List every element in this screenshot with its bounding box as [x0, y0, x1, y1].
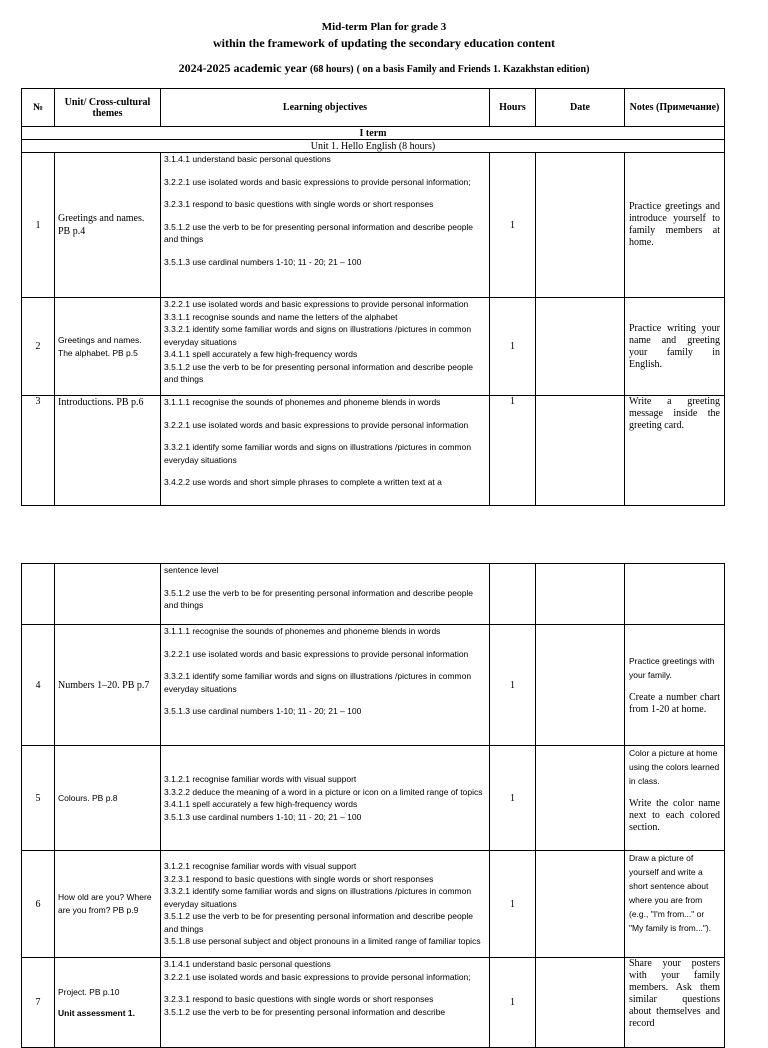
objective-item: 3.2.2.1 use isolated words and basic expressions to provide personal information — [164, 419, 469, 430]
objective-item: 3.5.1.2 use the verb to be for presenting personal information and describe people and things — [164, 361, 474, 384]
objective-item: 3.1.1.1 recognise the sounds of phonemes and phoneme blends in words — [164, 397, 441, 407]
objective-item: 3.2.3.1 respond to basic questions with single words or short responses — [164, 199, 434, 209]
lesson-theme: Colours. PB p.8 — [55, 746, 161, 851]
table-row — [22, 851, 725, 958]
objective-item: 3.2.3.1 respond to basic questions with single words or short responses — [164, 873, 434, 884]
academic-year: 2024-2025 academic year — [178, 61, 307, 75]
lesson-theme-title: Project. PB p.10 — [58, 986, 120, 997]
objective-item: 3.1.4.1 understand basic personal questions — [164, 959, 331, 969]
table-row — [22, 746, 725, 851]
lesson-notes: Practice greetings and introduce yourself to family members at home. — [625, 153, 725, 298]
lesson-number: 3 — [22, 396, 55, 506]
table-row — [22, 298, 725, 396]
objective-item: 3.2.2.1 use isolated words and basic expressions to provide personal information — [164, 299, 469, 309]
learning-objectives — [161, 396, 490, 506]
textbook-basis: ( on a basis Family and Friends 1. Kazakhstan edition) — [356, 64, 590, 75]
lesson-date — [536, 298, 625, 396]
academic-year-line — [0, 61, 768, 76]
learning-objectives — [161, 564, 490, 625]
table-row — [22, 396, 725, 506]
plan-table-page2 — [21, 563, 725, 1048]
objective-item: 3.2.3.1 respond to basic questions with single words or short responses — [164, 994, 434, 1004]
lesson-theme: Greetings and names. PB p.4 — [55, 153, 161, 298]
objective-item: 3.1.4.1 understand basic personal questions — [164, 154, 331, 164]
objective-item: 3.3.1.1 recognise sounds and name the letters of the alphabet — [164, 311, 398, 322]
lesson-hours: 1 — [490, 396, 536, 506]
lesson-hours: 1 — [490, 851, 536, 958]
plan-table-page1 — [21, 88, 725, 506]
objective-item: 3.5.1.2 use the verb to be for presenting personal information and describe people and things — [164, 587, 474, 610]
lesson-hours: 1 — [490, 958, 536, 1048]
lesson-hours: 1 — [490, 625, 536, 746]
objective-item: 3.3.2.1 identify some familiar words and signs on illustrations /pictures in common everyday situations — [164, 671, 472, 694]
learning-objectives — [161, 153, 490, 298]
lesson-notes — [625, 625, 725, 746]
plan-title: Mid-term Plan for grade 3 — [321, 21, 447, 33]
table-row-continued — [22, 564, 725, 625]
lesson-number: 5 — [22, 746, 55, 851]
lesson-notes: Practice writing your name and greeting your family in English. — [625, 298, 725, 396]
lesson-hours — [490, 564, 536, 625]
objective-item: 3.4.1.1 spell accurately a few high-frequency words — [164, 799, 358, 809]
lesson-date — [536, 153, 625, 298]
objective-item: 3.1.2.1 recognise familiar words with visual support — [164, 861, 357, 872]
note-item: Create a number chart from 1-20 at home. — [629, 692, 720, 715]
lesson-date — [536, 746, 625, 851]
lesson-number: 2 — [22, 298, 55, 396]
lesson-theme — [55, 958, 161, 1048]
lesson-number: 4 — [22, 625, 55, 746]
lesson-notes: Write a greeting message inside the greeting card. — [625, 396, 725, 506]
objective-item: 3.3.2.1 identify some familiar words and signs on illustrations /pictures in common everyday situations — [164, 886, 472, 909]
objective-item: 3.5.1.3 use cardinal numbers 1-10; 11 - 20; 21 – 100 — [164, 256, 362, 267]
objective-item: 3.1.1.1 recognise the sounds of phonemes and phoneme blends in words — [164, 626, 441, 636]
objective-item: 3.5.1.3 use cardinal numbers 1-10; 11 - 20; 21 – 100 — [164, 706, 362, 716]
total-hours: (68 hours) — [309, 64, 354, 75]
lesson-theme: Numbers 1–20. PB p.7 — [55, 625, 161, 746]
objective-item: 3.5.1.8 use personal subject and object pronouns in a limited range of familiar topics — [164, 936, 481, 947]
lesson-hours: 1 — [490, 153, 536, 298]
lesson-theme: How old are you? Where are you from? PB p.9 — [55, 851, 161, 958]
unit-assessment-label: Unit assessment 1. — [58, 1007, 136, 1018]
lesson-notes — [625, 564, 725, 625]
term-label: I term — [22, 127, 725, 140]
note-item: Color a picture at home using the colors learned in class. — [629, 748, 720, 786]
learning-objectives — [161, 958, 490, 1048]
objective-item: 3.5.1.2 use the verb to be for presenting personal information and describe people and things — [164, 911, 474, 934]
col-header-date: Date — [536, 89, 625, 127]
note-item: Write the color name next to each colored section. — [629, 798, 720, 833]
objective-item: 3.4.1.1 spell accurately a few high-frequency words — [164, 349, 358, 359]
col-header-hours: Hours — [490, 89, 536, 127]
lesson-date — [536, 564, 625, 625]
lesson-hours: 1 — [490, 746, 536, 851]
learning-objectives — [161, 625, 490, 746]
col-header-unit: Unit/ Cross-cultural themes — [55, 89, 161, 127]
col-header-number: № — [22, 89, 55, 127]
table-row — [22, 153, 725, 298]
lesson-notes — [625, 746, 725, 851]
lesson-number: 7 — [22, 958, 55, 1048]
objective-item: 3.5.1.2 use the verb to be for presenting personal information and describe people and things — [164, 221, 474, 244]
objective-item: 3.2.2.1 use isolated words and basic expressions to provide personal information — [164, 648, 469, 659]
objective-item: 3.2.2.1 use isolated words and basic expressions to provide personal information; — [164, 176, 471, 187]
lesson-theme — [55, 564, 161, 625]
unit-title: Unit 1. Hello English (8 hours) — [22, 140, 725, 153]
plan-subtitle: within the framework of updating the secondary education content — [213, 36, 555, 50]
objective-item: 3.3.2.1 identify some familiar words and signs on illustrations /pictures in common everyday situations — [164, 324, 472, 347]
table-row — [22, 625, 725, 746]
objective-item: 3.4.2.2 use words and short simple phrases to complete a written text at a — [164, 477, 442, 487]
objective-item: sentence level — [164, 565, 219, 575]
col-header-notes: Notes (Примечание) — [625, 89, 725, 127]
lesson-number — [22, 564, 55, 625]
lesson-theme: Introductions. PB p.6 — [55, 396, 161, 506]
objective-item: 3.5.1.3 use cardinal numbers 1-10; 11 - 20; 21 – 100 — [164, 811, 362, 822]
col-header-objectives: Learning objectives — [161, 89, 490, 127]
learning-objectives — [161, 298, 490, 396]
objective-item: 3.3.2.2 deduce the meaning of a word in a picture or icon on a limited range of topics — [164, 786, 483, 797]
objective-item: 3.1.2.1 recognise familiar words with visual support — [164, 774, 357, 784]
lesson-date — [536, 396, 625, 506]
note-item: Practice greetings with your family. — [629, 656, 715, 680]
unit-row — [22, 140, 725, 153]
lesson-date — [536, 958, 625, 1048]
lesson-date — [536, 851, 625, 958]
learning-objectives — [161, 851, 490, 958]
lesson-notes: Share your posters with your family members. Ask them similar questions about themselves and record — [625, 958, 725, 1048]
learning-objectives — [161, 746, 490, 851]
lesson-number: 1 — [22, 153, 55, 298]
lesson-notes: Draw a picture of yourself and write a short sentence about where you are from (e.g., "I'm from..." or "My family is from..."). — [625, 851, 725, 958]
term-row — [22, 127, 725, 140]
table-row — [22, 958, 725, 1048]
lesson-date — [536, 625, 625, 746]
lesson-number: 6 — [22, 851, 55, 958]
table-header-row — [22, 89, 725, 127]
lesson-hours: 1 — [490, 298, 536, 396]
objective-item: 3.3.2.1 identify some familiar words and signs on illustrations /pictures in common everyday situations — [164, 442, 472, 465]
lesson-theme: Greetings and names. The alphabet. PB p.5 — [55, 298, 161, 396]
objective-item: 3.2.2.1 use isolated words and basic expressions to provide personal information; — [164, 971, 471, 982]
objective-item: 3.5.1.2 use the verb to be for presenting personal information and describe — [164, 1006, 446, 1017]
